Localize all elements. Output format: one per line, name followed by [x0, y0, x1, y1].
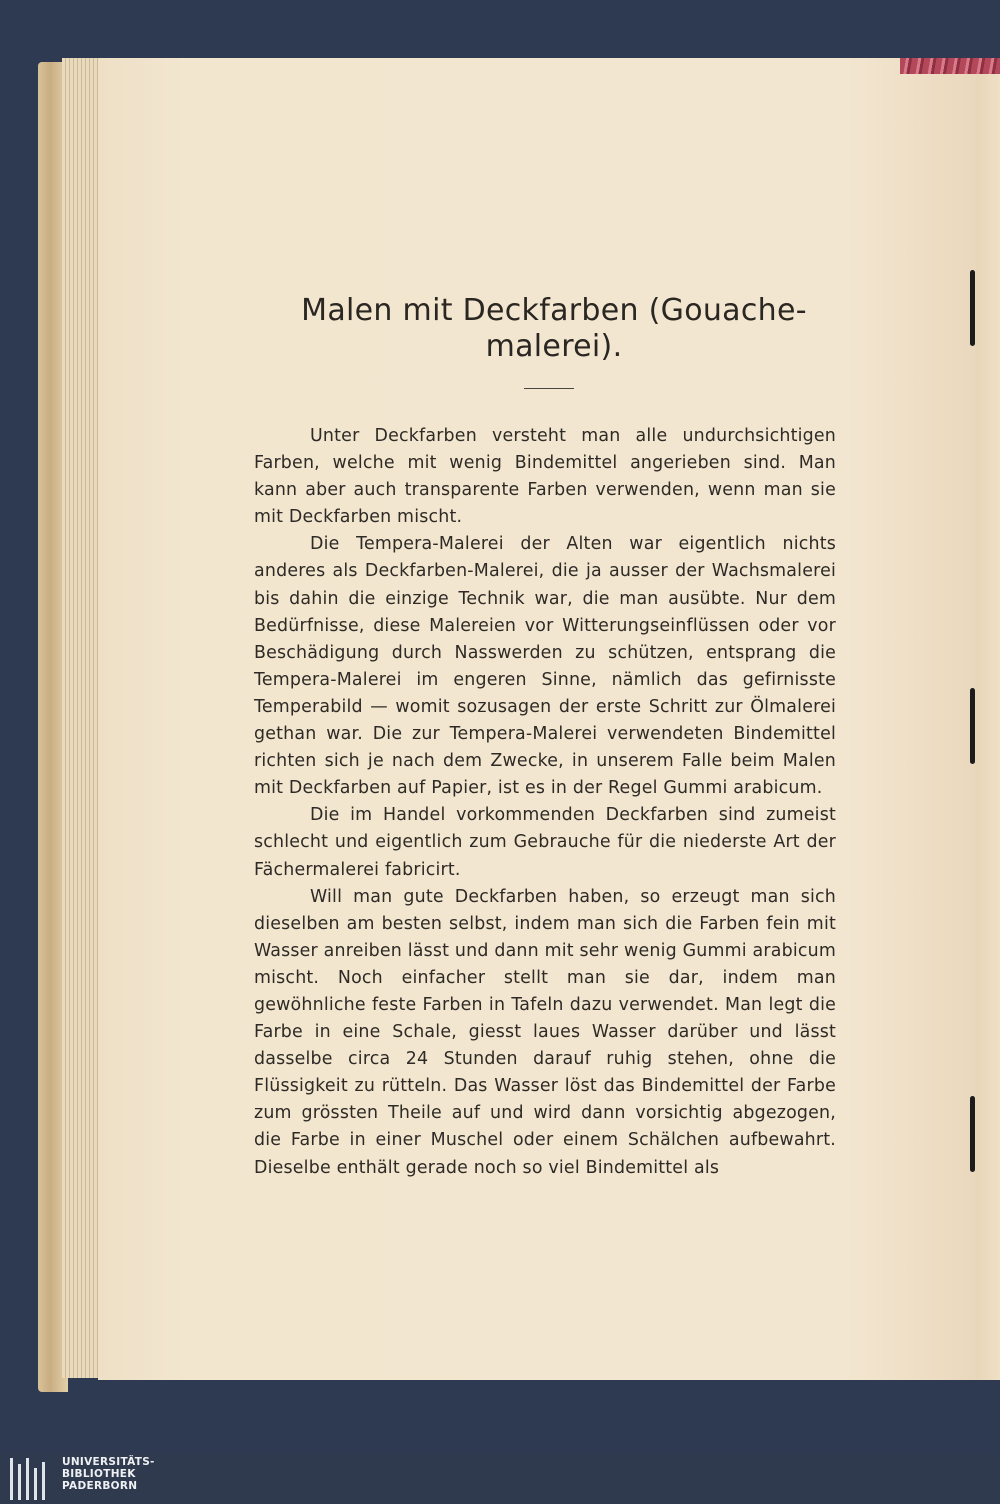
page-stack-edge [62, 58, 102, 1378]
paragraph: Unter Deckfarben versteht man alle undurchsichtigen Farben, welche mit wenig Bindemittel angerieben sind. Man kann aber auch transparente Farben verwenden, wenn man sie mit Deckfarben mischt. [254, 426, 836, 528]
paragraph: Die im Handel vorkommenden Deckfarben sind zumeist schlecht und eigentlich zum Gebrauche für die niederste Art der Fächermalerei fabricirt. [254, 805, 836, 880]
paragraph: Die Tempera-Malerei der Alten war eigentlich nichts anderes als Deckfarben-Malerei, die ja ausser der Wachsmalerei bis dahin die einzige Technik war, die man ausübte. Nur dem Bedürfnisse, diese Malereien vor Witterungseinflüssen oder vor Beschädigung durch Nasswerden zu schützen, entsprang die Tempera-Malerei im engeren Sinne, nämlich das gefirnisste Temperabild — womit sozusagen der erste Schritt zur Ölmalerei gethan war. Die zur Tempera-Malerei verwendeten Bindemittel richten sich je nach dem Zwecke, in unserem Falle beim Malen mit Deckfarben auf Papier, ist es in der Regel Gummi arabicum. [254, 534, 836, 799]
chapter-title-line-1: Malen mit Deckfarben (Gouache- [301, 293, 807, 328]
page-clip [970, 270, 975, 346]
body-text [254, 423, 836, 1182]
chapter-title-line-2: malerei). [485, 329, 623, 364]
page-clip [970, 1096, 975, 1172]
bookmark-ribbon [900, 58, 1000, 74]
library-name-line-2: BIBLIOTHEK [62, 1468, 136, 1480]
library-name-line-3: PADERBORN [62, 1480, 138, 1492]
title-divider [524, 388, 574, 389]
library-name [62, 1456, 155, 1492]
library-name-line-1: UNIVERSITÄTS- [62, 1456, 155, 1468]
paragraph: Will man gute Deckfarben haben, so erzeugt man sich dieselben am besten selbst, indem man sich die Farben fein mit Wasser anreiben lässt und dann mit sehr wenig Gummi arabicum mischt. Noch einfacher stellt man sie dar, indem man gewöhnliche feste Farben in Tafeln dazu verwendet. Man legt die Farbe in eine Schale, giesst laues Wasser darüber und lässt dasselbe circa 24 Stunden darauf ruhig stehen, ohne die Flüssigkeit zu rütteln. Das Wasser löst das Bindemittel der Farbe zum grössten Theile auf und wird dann vorsichtig abgezogen, die Farbe in einer Muschel oder einem Schälchen aufbewahrt. Dieselbe enthält gerade noch so viel Bindemittel als [254, 886, 836, 1178]
page-clip [970, 688, 975, 764]
library-logo-icon [8, 1458, 48, 1500]
chapter-title [254, 293, 854, 365]
